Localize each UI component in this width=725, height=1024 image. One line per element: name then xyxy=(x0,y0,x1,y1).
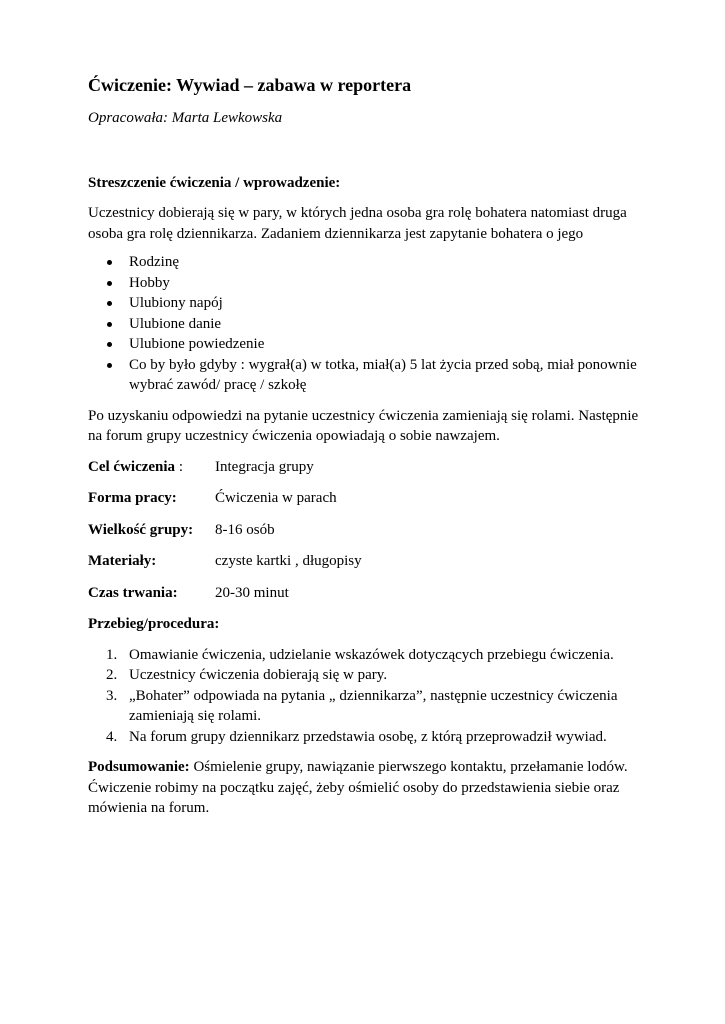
bullet-icon xyxy=(107,322,112,327)
step-number: 2. xyxy=(106,667,118,683)
list-item: 1. Omawianie ćwiczenia, udzielanie wskazówek dotyczących przebiegu ćwiczenia. xyxy=(88,645,648,666)
info-label-goal: Cel ćwiczenia xyxy=(88,458,176,475)
info-row-duration xyxy=(88,583,648,604)
info-label-materials: Materiały: xyxy=(88,553,157,569)
author-line: Opracowała: Marta Lewkowska xyxy=(88,110,283,126)
info-label-form: Forma pracy: xyxy=(88,490,177,506)
bullet-icon xyxy=(107,363,112,368)
info-row-form xyxy=(88,488,648,509)
list-item: 2. Uczestnicy ćwiczenia dobierają się w pary. xyxy=(88,665,648,686)
info-label-duration: Czas trwania: xyxy=(88,584,178,601)
conclusion-paragraph xyxy=(88,757,648,819)
info-row-materials xyxy=(88,551,648,572)
info-value-materials: czyste kartki , długopisy xyxy=(215,553,362,569)
info-row-size xyxy=(88,520,648,541)
list-item: Ulubione danie xyxy=(88,314,648,335)
exercise-info xyxy=(88,457,648,604)
info-value-goal: Integracja grupy xyxy=(215,458,314,475)
intro-paragraph: Uczestnicy dobierają się w pary, w których jedna osoba gra rolę bohatera natomiast druga osoba gra rolę dziennikarza. Zadaniem dziennikarza jest zapytanie bohatera o jego xyxy=(88,205,627,242)
list-item: Hobby xyxy=(88,273,648,294)
list-item: 4. Na forum grupy dziennikarz przedstawia osobę, z którą przeprowadził wywiad. xyxy=(88,727,648,748)
info-value-form: Ćwiczenia w parach xyxy=(215,490,337,506)
document-title: Ćwiczenie: Wywiad – zabawa w reportera xyxy=(88,75,412,95)
step-number: 3. xyxy=(106,687,118,704)
document-page xyxy=(88,74,648,819)
bullet-icon xyxy=(107,342,112,347)
info-value-duration: 20-30 minut xyxy=(215,584,289,601)
list-item: 3. „Bohater” odpowiada na pytania „ dziennikarza”, następnie uczestnicy ćwiczenia zamieniają się rolami. xyxy=(106,687,618,724)
bullet-icon xyxy=(107,260,112,265)
question-topics-list xyxy=(88,252,648,396)
info-row-goal: Cel ćwiczenia : Integracja grupy xyxy=(88,457,648,478)
list-item: Rodzinę xyxy=(88,252,648,273)
procedure-steps-list xyxy=(88,645,648,748)
conclusion-text: Ośmielenie grupy, nawiązanie pierwszego kontaktu, przełamanie lodów. Ćwiczenie robimy na początku zajęć, żeby ośmielić osoby do przedstawienia siebie oraz mówienia na forum. xyxy=(88,759,628,816)
info-label-size: Wielkość grupy: xyxy=(88,521,194,538)
conclusion-label: Podsumowanie: xyxy=(88,759,190,775)
step-number: 4. xyxy=(106,728,118,745)
step-number: 1. xyxy=(106,646,118,663)
summary-heading: Streszczenie ćwiczenia / wprowadzenie: xyxy=(88,174,341,191)
info-value-size: 8-16 osób xyxy=(215,521,275,538)
bullet-icon xyxy=(107,281,112,286)
list-item: Ulubiony napój xyxy=(88,293,648,314)
bullet-icon xyxy=(107,301,112,306)
list-item: Ulubione powiedzenie xyxy=(88,334,648,355)
role-swap-paragraph: Po uzyskaniu odpowiedzi na pytanie uczestnicy ćwiczenia zamieniają się rolami. Następnie na forum grupy uczestnicy ćwiczenia opowiadają o sobie nawzajem. xyxy=(88,407,639,444)
procedure-heading: Przebieg/procedura: xyxy=(88,616,220,632)
list-item: Co by było gdyby : wygrał(a) w totka, miał(a) 5 lat życia przed sobą, miał ponownie wybrać zawód/ pracę / szkołę xyxy=(88,355,648,396)
